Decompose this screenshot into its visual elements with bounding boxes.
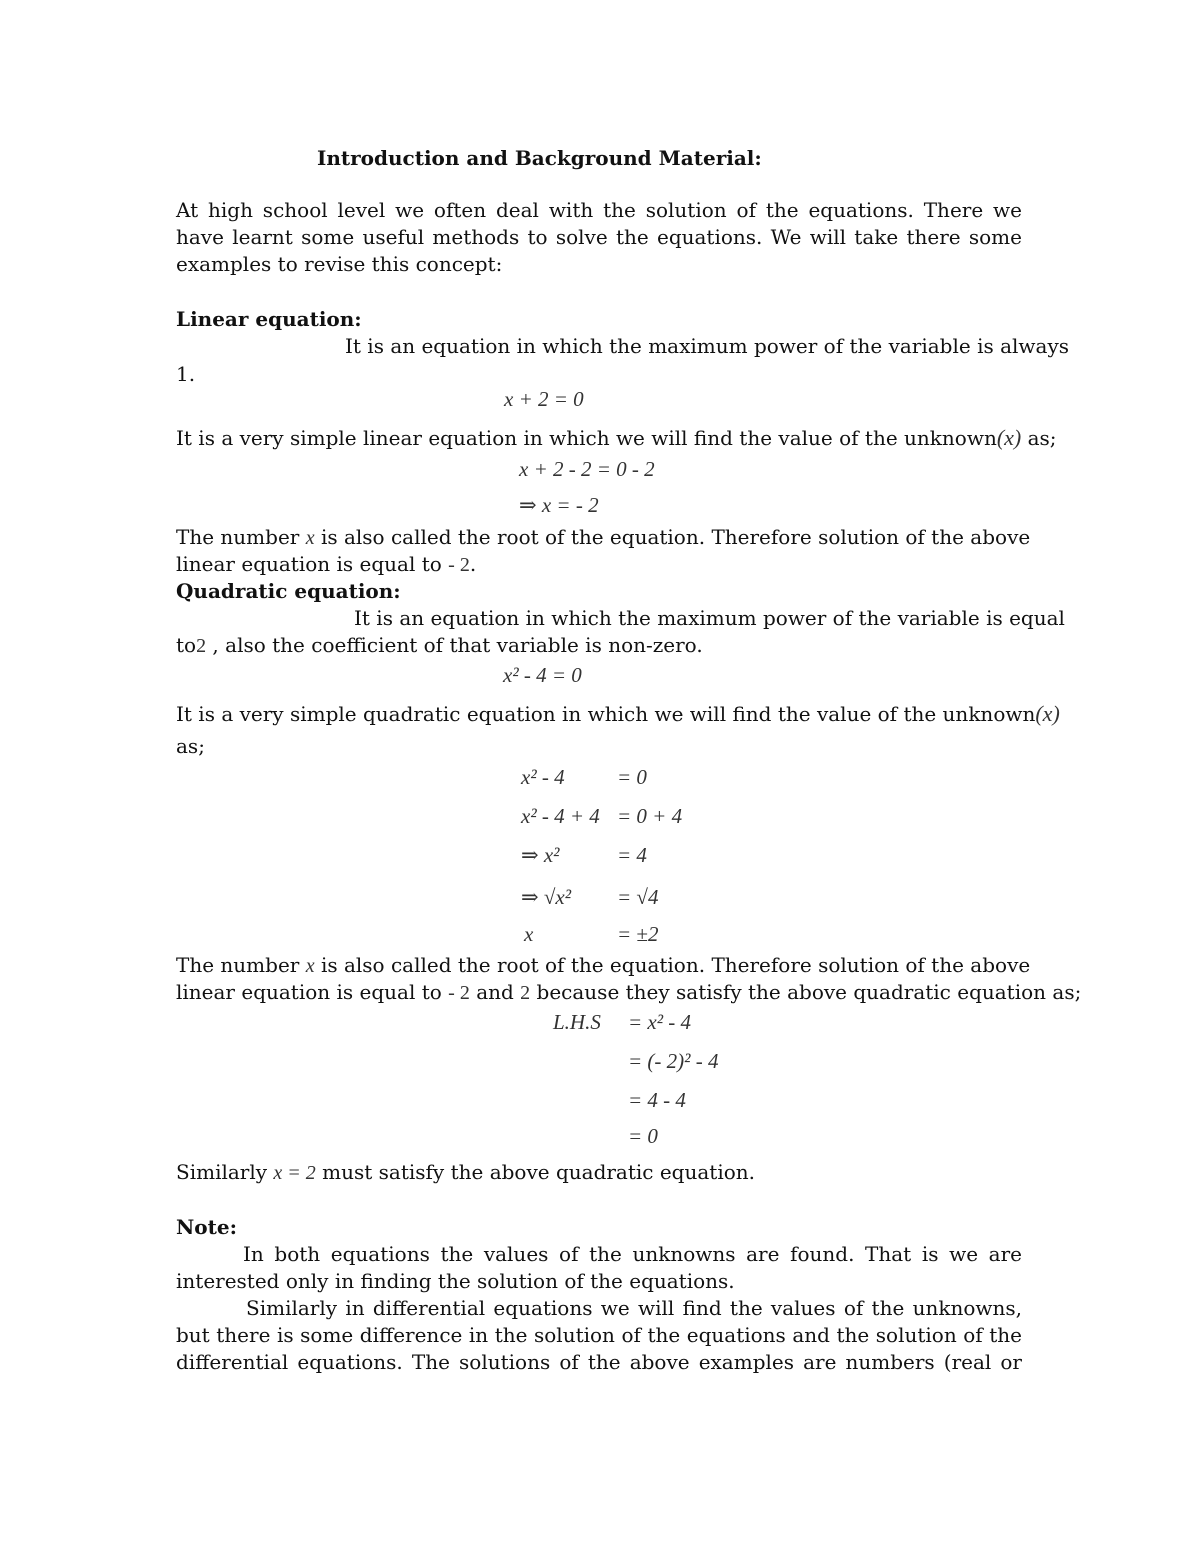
quadratic-step-3-left: ⇒ x² — [521, 843, 560, 867]
linear-definition-end: 1. — [176, 362, 196, 386]
quadratic-step-2-left: x² - 4 + 4 — [521, 804, 600, 828]
linear-explanation: It is a very simple linear equation in which we will find the value of the unknown(x) as; — [176, 425, 1057, 450]
linear-step-2: ⇒ x = - 2 — [519, 493, 599, 517]
quadratic-step-4-right: = √4 — [617, 885, 659, 909]
lhs-step-4: = 0 — [628, 1124, 658, 1148]
quadratic-definition-end: to2 , also the coefficient of that variable is non-zero. — [176, 633, 703, 657]
lhs-label: L.H.S — [553, 1010, 601, 1034]
unknown-x-symbol: (x) — [1035, 701, 1060, 726]
quadratic-root-line-2: linear equation is equal to - 2 and 2 because they satisfy the above quadratic equation as; — [176, 980, 1082, 1004]
note-paragraph-2: Similarly in differential equations we will find the values of the unknowns, but there is some difference in the solution of the equations and the solution of the differential equations. The solutions of the above examples are numbers (real or — [176, 1296, 1022, 1374]
quadratic-step-3-right: = 4 — [617, 843, 647, 867]
lhs-step-2: = (- 2)² - 4 — [628, 1049, 719, 1073]
lhs-step-1: = x² - 4 — [628, 1010, 692, 1034]
note-heading: Note: — [176, 1215, 237, 1239]
quadratic-definition: It is an equation in which the maximum power of the variable is equal — [354, 606, 1065, 630]
unknown-x-symbol: (x) — [996, 425, 1022, 450]
quadratic-explanation-end: as; — [176, 734, 205, 758]
linear-equation: x + 2 = 0 — [504, 387, 584, 411]
quadratic-step-1-left: x² - 4 — [521, 765, 565, 789]
intro-paragraph: At high school level we often deal with the solution of the equations. There we have learnt some useful methods to solve the equations. We will take there some examples to revise this concept: — [176, 198, 1022, 276]
quadratic-equation: x² - 4 = 0 — [503, 663, 582, 687]
quadratic-step-5-right: = ±2 — [617, 922, 659, 946]
quadratic-step-5-left: x — [524, 922, 534, 946]
quadratic-step-1-right: = 0 — [617, 765, 647, 789]
linear-heading: Linear equation: — [176, 307, 362, 331]
linear-root-line: The number x is also called the root of the equation. Therefore solution of the above — [176, 525, 1031, 549]
linear-step-1: x + 2 - 2 = 0 - 2 — [519, 457, 655, 481]
linear-root-line-2: linear equation is equal to - 2. — [176, 552, 477, 576]
quadratic-step-2-right: = 0 + 4 — [617, 804, 683, 828]
quadratic-step-4-left: ⇒ √x² — [521, 885, 571, 909]
note-paragraph-1: In both equations the values of the unknowns are found. That is we are interested only in finding the solution of the equations. — [176, 1242, 1022, 1293]
lhs-step-3: = 4 - 4 — [628, 1088, 686, 1112]
quadratic-explanation: It is a very simple quadratic equation in which we will find the value of the unknown(x) — [176, 701, 1060, 726]
similarly-line: Similarly x = 2 must satisfy the above quadratic equation. — [176, 1160, 755, 1184]
quadratic-root-line: The number x is also called the root of the equation. Therefore solution of the above — [176, 953, 1031, 977]
linear-definition: It is an equation in which the maximum power of the variable is always — [345, 334, 1070, 358]
quadratic-heading: Quadratic equation: — [176, 579, 401, 603]
page-title: Introduction and Background Material: — [317, 146, 762, 170]
